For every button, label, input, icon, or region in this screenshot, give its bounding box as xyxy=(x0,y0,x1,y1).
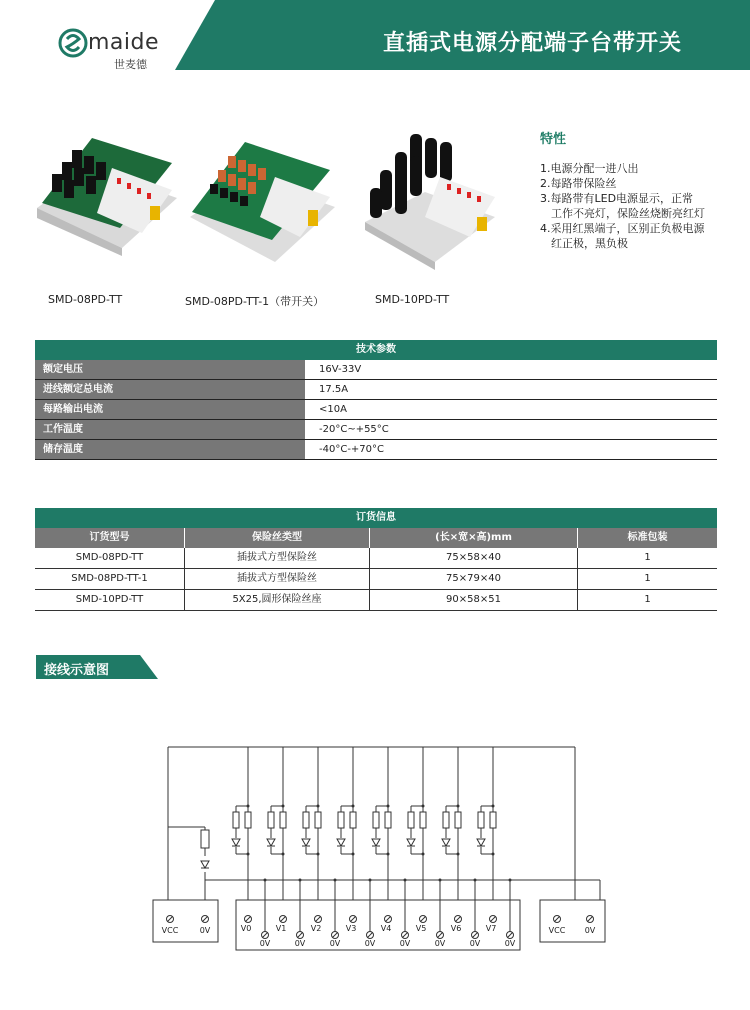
output-label: V0 xyxy=(240,924,252,933)
ground-label: 0V xyxy=(364,939,376,948)
table-row xyxy=(35,380,717,400)
product-image-smd-08pd-tt-1 xyxy=(180,122,340,272)
feature-item: 红正极，黑负极 xyxy=(540,237,628,250)
fuse-icon xyxy=(280,812,286,828)
ground-label: 0V xyxy=(504,939,516,948)
spec-key: 额定电压 xyxy=(35,360,305,379)
features-list xyxy=(540,161,745,251)
table-cell: 75×58×40 xyxy=(370,548,578,568)
junction-dot xyxy=(404,879,407,882)
column-header: 订货型号 xyxy=(35,528,185,548)
table-row xyxy=(35,569,717,590)
fuse-icon xyxy=(420,812,426,828)
junction-dot xyxy=(334,879,337,882)
table-cell: SMD-08PD-TT-1 xyxy=(35,569,185,589)
junction-dot xyxy=(282,853,285,856)
spec-key: 储存温度 xyxy=(35,440,305,459)
resistor-icon xyxy=(303,812,309,828)
resistor-icon xyxy=(408,812,414,828)
output-label: V4 xyxy=(380,924,392,933)
table-cell: 插拔式方型保险丝 xyxy=(185,548,370,568)
feature-item: 4.采用红黑端子，区别正负极电源 xyxy=(540,222,705,235)
junction-dot xyxy=(422,805,425,808)
brand-logo xyxy=(48,22,168,71)
resistor-icon xyxy=(373,812,379,828)
brand-name: maide xyxy=(88,30,160,55)
fuse-icon xyxy=(490,812,496,828)
output-label: V7 xyxy=(485,924,497,933)
fuse-icon xyxy=(315,812,321,828)
vcc-label-right: VCC xyxy=(548,926,566,935)
output-label: V3 xyxy=(345,924,357,933)
junction-dot xyxy=(387,805,390,808)
page-header xyxy=(0,0,750,70)
junction-dot xyxy=(422,853,425,856)
order-table-title: 订货信息 xyxy=(35,508,717,528)
column-header: (长×宽×高)mm xyxy=(370,528,578,548)
spec-value: <10A xyxy=(305,400,717,419)
ground-label: 0V xyxy=(329,939,341,948)
spec-value: 17.5A xyxy=(305,380,717,399)
led-diode-icon xyxy=(442,839,450,846)
resistor-icon xyxy=(338,812,344,828)
feature-item: 1.电源分配一进八出 xyxy=(540,162,639,175)
table-row xyxy=(35,420,717,440)
feature-item: 2.每路带保险丝 xyxy=(540,177,617,190)
0v-label-right: 0V xyxy=(584,926,596,935)
features-panel xyxy=(540,128,745,251)
resistor-icon xyxy=(268,812,274,828)
resistor-icon xyxy=(443,812,449,828)
junction-dot xyxy=(317,853,320,856)
brand-subname: 世麦德 xyxy=(114,58,147,71)
junction-dot xyxy=(282,805,285,808)
output-label: V1 xyxy=(275,924,287,933)
led-diode-icon xyxy=(337,839,345,846)
led-diode-icon xyxy=(302,839,310,846)
junction-dot xyxy=(352,805,355,808)
wiring-section-tab xyxy=(36,655,158,679)
feature-item: 工作不亮灯，保险丝烧断亮红灯 xyxy=(540,207,705,220)
ground-label: 0V xyxy=(469,939,481,948)
table-cell: 1 xyxy=(644,573,651,584)
output-label: V6 xyxy=(450,924,462,933)
table-cell: 插拔式方型保险丝 xyxy=(185,569,370,589)
junction-dot xyxy=(299,879,302,882)
junction-dot xyxy=(369,879,372,882)
junction-dot xyxy=(387,853,390,856)
junction-dot xyxy=(509,879,512,882)
ground-label: 0V xyxy=(259,939,271,948)
feature-item: 3.每路带有LED电源显示，正常 xyxy=(540,192,694,205)
order-table xyxy=(35,508,717,611)
ground-label: 0V xyxy=(294,939,306,948)
led-diode-icon xyxy=(407,839,415,846)
junction-dot xyxy=(247,805,250,808)
junction-dot xyxy=(317,805,320,808)
led-diode-icon xyxy=(232,839,240,846)
product-label-1: SMD-08PD-TT xyxy=(48,293,123,306)
0v-label-left: 0V xyxy=(199,926,211,935)
spec-value: -20°C~+55°C xyxy=(305,420,717,439)
spec-table xyxy=(35,340,717,460)
junction-dot xyxy=(352,853,355,856)
product-image-smd-10pd-tt xyxy=(355,122,500,272)
features-title: 特性 xyxy=(540,132,567,147)
spec-table-title: 技术参数 xyxy=(35,340,717,360)
vcc-label-left: VCC xyxy=(161,926,179,935)
column-header: 保险丝类型 xyxy=(185,528,370,548)
resistor-icon xyxy=(233,812,239,828)
ground-label: 0V xyxy=(434,939,446,948)
ground-label: 0V xyxy=(399,939,411,948)
page-title: 直插式电源分配端子台带开关 xyxy=(382,31,682,56)
table-cell: SMD-08PD-TT xyxy=(35,548,185,568)
table-row xyxy=(35,590,717,611)
junction-dot xyxy=(457,805,460,808)
spec-value: 16V-33V xyxy=(305,360,717,379)
table-cell: 5X25,圆形保险丝座 xyxy=(185,590,370,610)
product-image-smd-08pd-tt xyxy=(32,128,182,258)
spec-key: 工作温度 xyxy=(35,420,305,439)
spec-value: -40°C-+70°C xyxy=(305,440,717,459)
junction-dot xyxy=(457,853,460,856)
table-cell: SMD-10PD-TT xyxy=(35,590,185,610)
table-row xyxy=(35,400,717,420)
table-cell: 90×58×51 xyxy=(370,590,578,610)
spec-key: 进线额定总电流 xyxy=(35,380,305,399)
table-cell: 1 xyxy=(644,552,651,563)
fuse-icon xyxy=(385,812,391,828)
output-label: V5 xyxy=(415,924,427,933)
table-row xyxy=(35,360,717,380)
table-row xyxy=(35,440,717,460)
fuse-icon xyxy=(245,812,251,828)
wiring-diagram xyxy=(0,700,750,1000)
fuse-icon xyxy=(455,812,461,828)
junction-dot xyxy=(492,805,495,808)
junction-dot xyxy=(474,879,477,882)
junction-dot xyxy=(247,853,250,856)
output-label: V2 xyxy=(310,924,322,933)
led-diode-icon xyxy=(477,839,485,846)
column-header: 标准包装 xyxy=(627,532,668,543)
resistor-icon xyxy=(478,812,484,828)
order-table-header xyxy=(35,528,717,548)
fuse-icon xyxy=(350,812,356,828)
led-diode-icon xyxy=(201,861,209,868)
led-diode-icon xyxy=(267,839,275,846)
table-cell: 1 xyxy=(644,594,651,605)
logo-swirl-icon xyxy=(58,28,88,58)
junction-dot xyxy=(492,853,495,856)
product-label-3: SMD-10PD-TT xyxy=(375,293,450,306)
led-diode-icon xyxy=(372,839,380,846)
table-row xyxy=(35,548,717,569)
product-label-2: SMD-08PD-TT-1（带开关） xyxy=(185,295,325,308)
junction-dot xyxy=(439,879,442,882)
spec-key: 每路输出电流 xyxy=(35,400,305,419)
table-cell: 75×79×40 xyxy=(370,569,578,589)
wiring-section-title: 接线示意图 xyxy=(44,663,110,678)
